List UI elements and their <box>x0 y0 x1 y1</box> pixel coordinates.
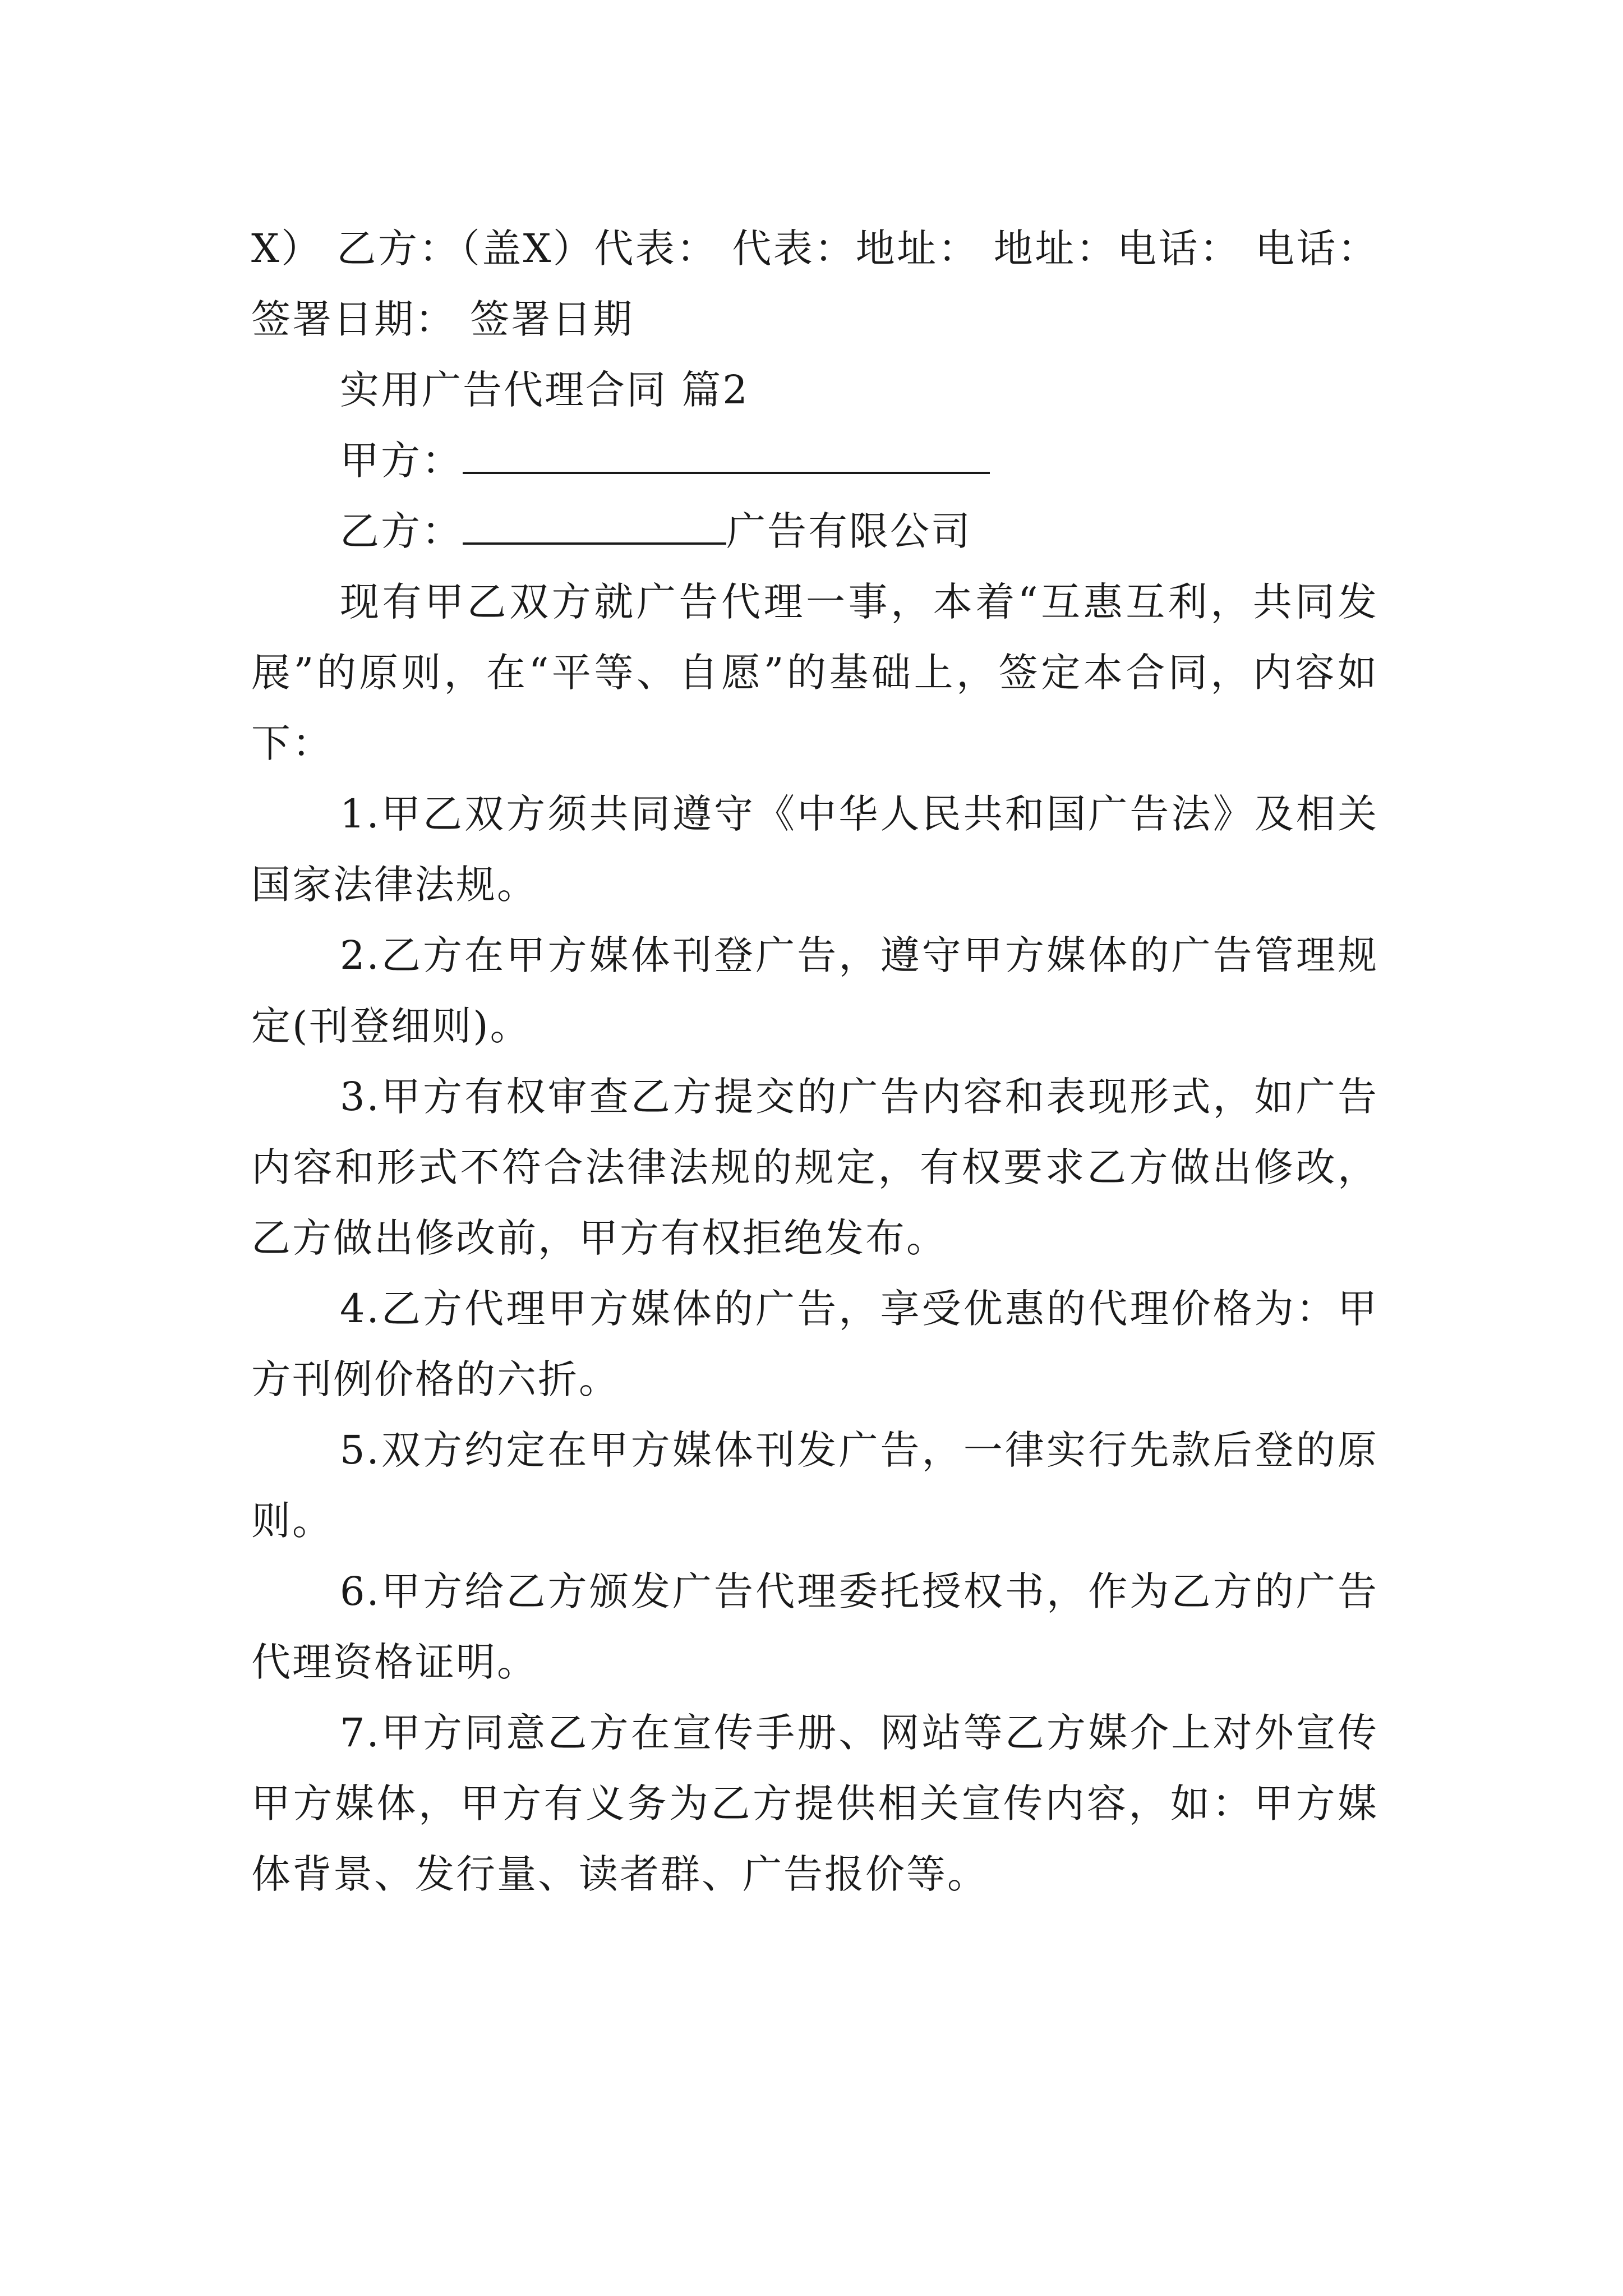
clause-4: 4.乙方代理甲方媒体的广告，享受优惠的代理价格为：甲方刊例价格的六折。 <box>251 1286 1378 1402</box>
party-b-suffix: 广告有限公司 <box>726 508 972 554</box>
party-b-line <box>251 496 1378 567</box>
signature-block-carryover: X） 乙方：（盖X）代表： 代表：地址： 地址：电话： 电话：签署日期： 签署日期 <box>251 226 1378 342</box>
intro-paragraph: 现有甲乙双方就广告代理一事，本着“互惠互利，共同发展”的原则，在“平等、自愿”的基础上，签定本合同，内容如下： <box>251 579 1378 766</box>
clause-1: 1.甲乙双方须共同遵守《中华人民共和国广告法》及相关国家法律法规。 <box>251 791 1378 908</box>
party-a-blank <box>463 431 990 474</box>
clause-6: 6.甲方给乙方颁发广告代理委托授权书，作为乙方的广告代理资格证明。 <box>251 1568 1378 1685</box>
clause-3: 3.甲方有权审查乙方提交的广告内容和表现形式，如广告内容和形式不符合法律法规的规定，有权要求乙方做出修改，乙方做出修改前，甲方有权拒绝发布。 <box>251 1074 1378 1261</box>
clause-5: 5.双方约定在甲方媒体刊发广告，一律实行先款后登的原则。 <box>251 1427 1378 1544</box>
party-a-label: 甲方： <box>340 438 463 484</box>
clause-2: 2.乙方在甲方媒体刊登广告，遵守甲方媒体的广告管理规定(刊登细则)。 <box>251 932 1378 1049</box>
party-b-label: 乙方： <box>340 508 463 554</box>
document-body <box>251 213 1378 1910</box>
party-a-line <box>251 425 1378 496</box>
clause-7: 7.甲方同意乙方在宣传手册、网站等乙方媒介上对外宣传甲方媒体，甲方有义务为乙方提供相关宣传内容，如：甲方媒体背景、发行量、读者群、广告报价等。 <box>251 1710 1378 1897</box>
party-b-blank <box>463 502 726 545</box>
section-title: 实用广告代理合同 篇2 <box>340 367 749 413</box>
